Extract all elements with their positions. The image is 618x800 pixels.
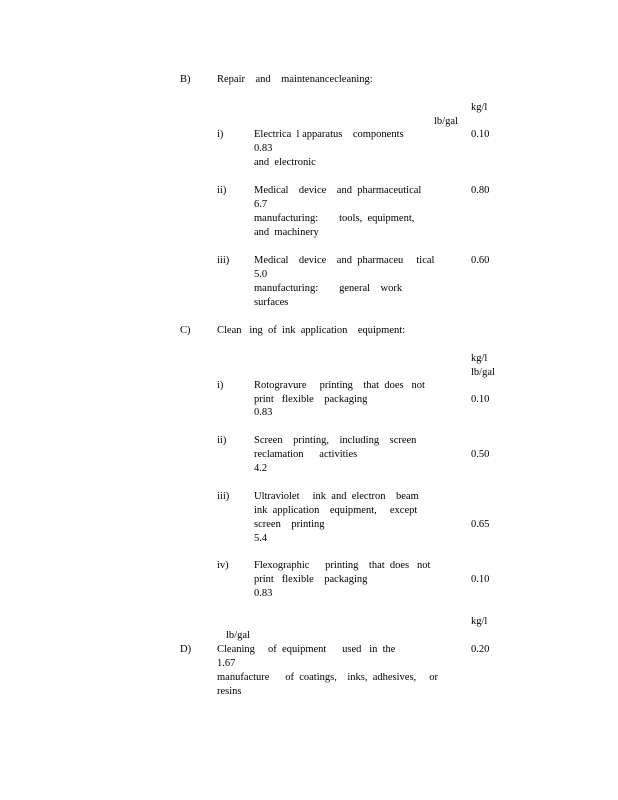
section-b-item-line: 0.83 — [254, 143, 273, 154]
section-c-item-line: screen printing — [254, 519, 325, 530]
section-b-item-line: and electronic — [254, 157, 316, 168]
section-c-item-kg: 0.10 — [471, 394, 490, 405]
section-c-item-kg: 0.50 — [471, 449, 490, 460]
section-d-letter: D) — [180, 644, 192, 655]
section-d-unit-lb: lb/gal — [226, 630, 250, 641]
section-b-item-kg: 0.80 — [471, 185, 490, 196]
section-b-item-num: ii) — [217, 185, 227, 196]
section-c-item-line: 0.83 — [254, 407, 273, 418]
section-b-item-num: iii) — [217, 255, 230, 266]
section-c-item-line: Flexographic printing that does not — [254, 560, 431, 571]
section-d-unit-kg: kg/l — [471, 616, 488, 627]
section-c-item-kg: 0.10 — [471, 574, 490, 585]
section-b-item-line: and machinery — [254, 227, 319, 238]
section-c-item-line: 0.83 — [254, 588, 273, 599]
section-c-item-line: Screen printing, including screen — [254, 435, 417, 446]
section-c-item-num: i) — [217, 380, 224, 391]
section-c-item-line: print flexible packaging — [254, 574, 368, 585]
section-c-item-kg: 0.65 — [471, 519, 490, 530]
section-c-item-line: Ultraviolet ink and electron beam — [254, 491, 419, 502]
section-c-letter: C) — [180, 325, 191, 336]
section-b-unit-kg: kg/l — [471, 102, 488, 113]
section-b-item-kg: 0.10 — [471, 129, 490, 140]
section-b-item-line: 6.7 — [254, 199, 268, 210]
section-b-item-line: Medical device and pharmaceutical — [254, 185, 422, 196]
section-c-unit-kg: kg/l — [471, 353, 488, 364]
section-c-item-line: 5.4 — [254, 533, 268, 544]
section-b-item-kg: 0.60 — [471, 255, 490, 266]
section-c-item-line: 4.2 — [254, 463, 268, 474]
section-c-unit-lb: lb/gal — [471, 367, 495, 378]
section-b-title: Repair and maintenancecleaning: — [217, 74, 373, 85]
section-c-item-num: iv) — [217, 560, 229, 571]
section-b-item-line: manufacturing: general work — [254, 283, 403, 294]
section-b-item-line: 5.0 — [254, 269, 268, 280]
section-b-item-line: Medical device and pharmaceu tical — [254, 255, 435, 266]
section-d-line: resins — [217, 686, 242, 697]
section-c-item-line: Rotogravure printing that does not — [254, 380, 425, 391]
section-b-item-line: surfaces — [254, 297, 289, 308]
section-b-item-num: i) — [217, 129, 224, 140]
section-d-line: 1.67 — [217, 658, 236, 669]
section-d-kg: 0.20 — [471, 644, 490, 655]
section-b-unit-lb: lb/gal — [434, 116, 458, 127]
section-c-item-num: ii) — [217, 435, 227, 446]
section-c-item-line: ink application equipment, except — [254, 505, 418, 516]
section-c-item-line: print flexible packaging — [254, 394, 368, 405]
section-c-item-line: reclamation activities — [254, 449, 358, 460]
section-d-line: Cleaning of equipment used in the — [217, 644, 396, 655]
section-b-letter: B) — [180, 74, 191, 85]
section-c-title: Clean ing of ink application equipment: — [217, 325, 406, 336]
section-b-item-line: manufacturing: tools, equipment, — [254, 213, 415, 224]
section-b-item-line: Electrica l apparatus components — [254, 129, 404, 140]
section-c-item-num: iii) — [217, 491, 230, 502]
section-d-line: manufacture of coatings, inks, adhesives, or — [217, 672, 439, 683]
